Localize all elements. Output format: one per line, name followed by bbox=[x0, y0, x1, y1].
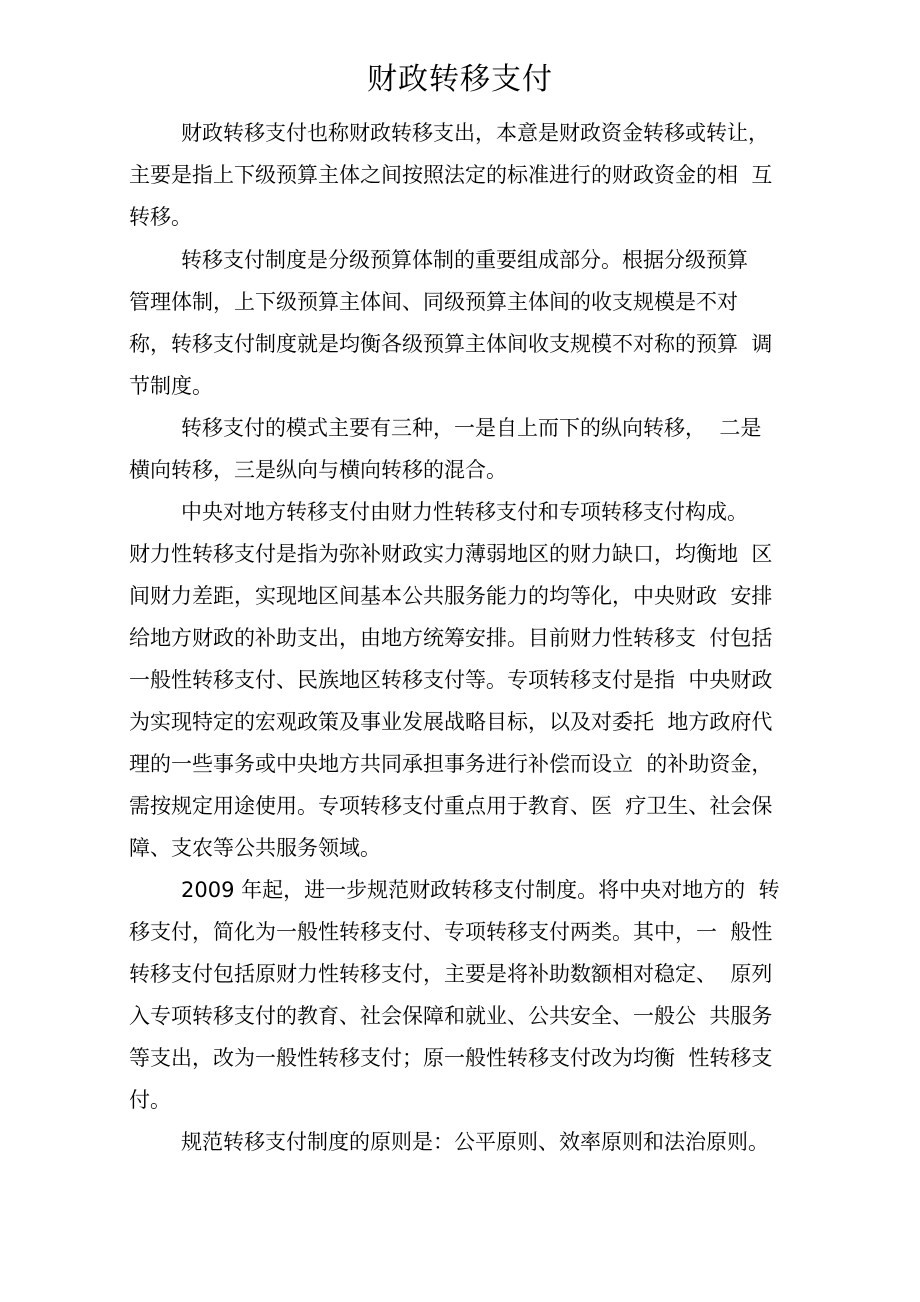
paragraph-line: 横向转移，三是纵向与横向转移的混合。 bbox=[129, 458, 507, 482]
paragraph-line: 入专项转移支付的教育、社会保障和就业、公共安全、一般公 共服务 bbox=[129, 1004, 773, 1028]
paragraph-line: 称，转移支付制度就是均衡各级预算主体间收支规模不对称的预算 调 bbox=[129, 332, 773, 356]
paragraph-line: 2009 年起，进一步规范财政转移支付制度。将中央对地方的 转 bbox=[181, 878, 780, 902]
paragraph-line: 主要是指上下级预算主体之间按照法定的标准进行的财政资金的相 互 bbox=[129, 163, 773, 187]
paragraph-line: 障、支农等公共服务领域。 bbox=[129, 836, 381, 860]
paragraph-line: 财政转移支付也称财政转移支出，本意是财政资金转移或转让， bbox=[181, 121, 769, 145]
paragraph-line: 转移支付包括原财力性转移支付，主要是将补助数额相对稳定、 原列 bbox=[129, 962, 773, 986]
paragraph-line: 管理体制，上下级预算主体间、同级预算主体间的收支规模是不对 bbox=[129, 290, 738, 314]
paragraph-line: 转移支付制度是分级预算体制的重要组成部分。根据分级预算 bbox=[181, 248, 748, 272]
document-title: 财政转移支付 bbox=[367, 62, 553, 97]
paragraph-line: 给地方财政的补助支出，由地方统筹安排。目前财力性转移支 付包括 bbox=[129, 626, 773, 650]
paragraph-line: 转移。 bbox=[129, 205, 192, 229]
paragraph-line: 需按规定用途使用。专项转移支付重点用于教育、医 疗卫生、社会保 bbox=[129, 794, 773, 818]
paragraph-line: 一般性转移支付、民族地区转移支付等。专项转移支付是指 中央财政 bbox=[129, 668, 773, 692]
paragraph-line: 规范转移支付制度的原则是：公平原则、效率原则和法治原则。 bbox=[181, 1130, 769, 1154]
paragraph-line: 移支付，简化为一般性转移支付、专项转移支付两类。其中，一 般性 bbox=[129, 920, 773, 944]
paragraph-line: 节制度。 bbox=[129, 374, 213, 398]
paragraph-line: 转移支付的模式主要有三种，一是自上而下的纵向转移， 二是 bbox=[181, 416, 762, 440]
paragraph-line: 理的一些事务或中央地方共同承担事务进行补偿而设立 的补助资金， bbox=[129, 752, 773, 776]
paragraph-line: 财力性转移支付是指为弥补财政实力薄弱地区的财力缺口，均衡地 区 bbox=[129, 542, 773, 566]
paragraph-line: 付。 bbox=[129, 1088, 171, 1112]
paragraph-line: 间财力差距，实现地区间基本公共服务能力的均等化，中央财政 安排 bbox=[129, 584, 773, 608]
paragraph-line: 为实现特定的宏观政策及事业发展战略目标，以及对委托 地方政府代 bbox=[129, 710, 773, 734]
paragraph-line: 中央对地方转移支付由财力性转移支付和专项转移支付构成。 bbox=[181, 500, 748, 524]
paragraph-line: 等支出，改为一般性转移支付；原一般性转移支付改为均衡 性转移支 bbox=[129, 1046, 773, 1070]
